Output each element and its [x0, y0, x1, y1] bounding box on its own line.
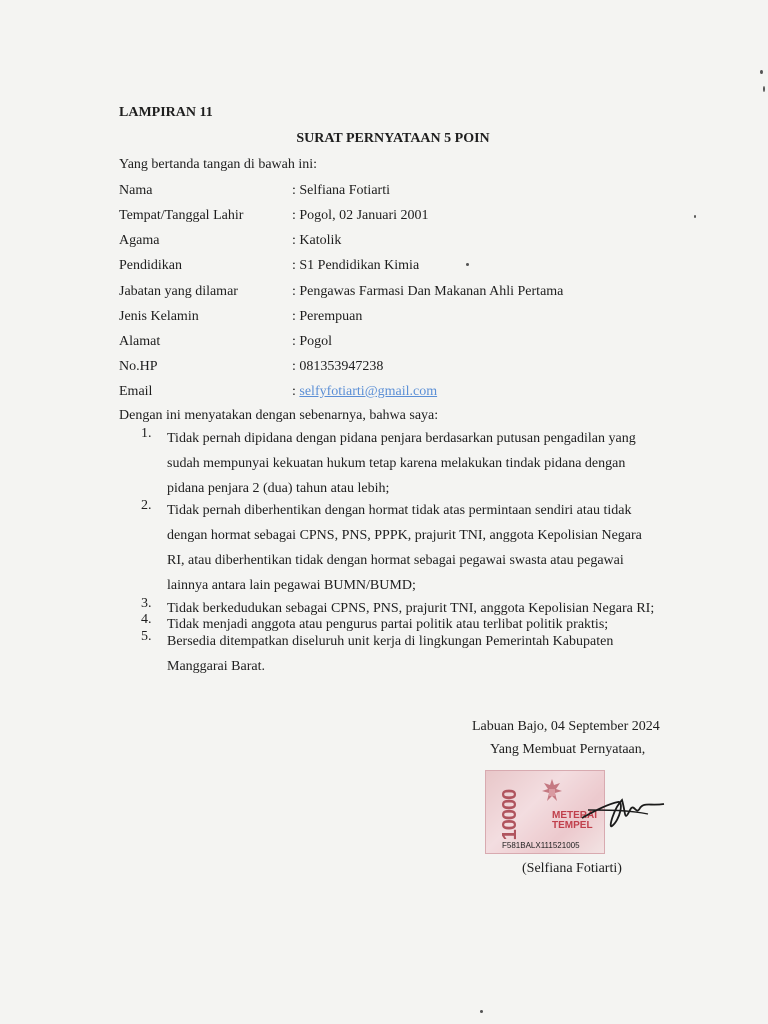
item-line: lainnya antara lain pegawai BUMN/BUMD; [167, 578, 416, 593]
field-tempat-tanggal-lahir [119, 208, 679, 228]
field-value: : Pogol, 02 Januari 2001 [292, 208, 429, 223]
field-no-hp [119, 359, 679, 379]
item-line: Tidak berkedudukan sebagai CPNS, PNS, prajurit TNI, anggota Kepolisian Negara RI; [167, 601, 655, 616]
item-line: Bersedia ditempatkan diseluruh unit kerja di lingkungan Pemerintah Kabupaten [167, 634, 614, 649]
item-line: Tidak pernah diberhentikan dengan hormat tidak atas permintaan sendiri atau tidak [167, 503, 632, 518]
item-number: 5. [141, 629, 152, 644]
paper-speck [763, 86, 765, 92]
field-label: Jenis Kelamin [119, 309, 199, 324]
email-link[interactable]: selfyfotiarti@gmail.com [299, 384, 438, 399]
item-line: dengan hormat sebagai CPNS, PNS, PPPK, prajurit TNI, anggota Kepolisian Negara [167, 528, 642, 543]
stamp-serial: F581BALX111521005 [502, 841, 580, 850]
item-text [167, 498, 671, 598]
stamp-label-line1: METERAI [552, 810, 597, 821]
item-line: Manggarai Barat. [167, 659, 265, 674]
item-line: RI, atau diberhentikan tidak dengan hormat sebagai pegawai swasta atau pegawai [167, 553, 624, 568]
item-number: 4. [141, 612, 152, 627]
item-number: 3. [141, 596, 152, 611]
field-value [292, 384, 437, 400]
email-prefix: : [292, 384, 300, 399]
item-text [167, 426, 671, 501]
field-label: Alamat [119, 334, 161, 349]
stamp-value: 10000 [498, 789, 521, 841]
field-label: Agama [119, 233, 160, 248]
item-line: sudah mempunyai kekuatan hukum tetap karena melakukan tindak pidana dengan [167, 456, 626, 471]
field-value: : Selfiana Fotiarti [292, 183, 390, 198]
field-value: : Pogol [292, 334, 333, 349]
garuda-emblem-icon [538, 777, 566, 807]
field-label: Pendidikan [119, 258, 182, 273]
item-line: pidana penjara 2 (dua) tahun atau lebih; [167, 481, 390, 496]
field-alamat [119, 334, 679, 354]
field-label: Nama [119, 183, 153, 198]
lampiran-heading: LAMPIRAN 11 [119, 105, 213, 120]
item-text [167, 629, 671, 679]
field-jabatan [119, 284, 679, 304]
field-agama [119, 233, 679, 253]
field-label: No.HP [119, 359, 158, 374]
item-number: 2. [141, 498, 152, 513]
field-email [119, 384, 679, 404]
stamp-label-line2: TEMPEL [552, 820, 593, 831]
paper-speck [694, 215, 696, 218]
field-value: : Perempuan [292, 309, 363, 324]
handwritten-signature [578, 780, 668, 850]
item-line: Tidak pernah dipidana dengan pidana penjara berdasarkan putusan pengadilan yang [167, 431, 636, 446]
signature-place-date: Labuan Bajo, 04 September 2024 [472, 719, 660, 734]
field-label: Email [119, 384, 153, 399]
field-pendidikan [119, 258, 679, 278]
paper-speck [466, 263, 469, 266]
item-line: Tidak menjadi anggota atau pengurus partai politik atau terlibat politik praktis; [167, 617, 609, 632]
field-label: Tempat/Tanggal Lahir [119, 208, 244, 223]
field-value: : S1 Pendidikan Kimia [292, 258, 420, 273]
field-nama [119, 183, 679, 203]
paper-speck [760, 70, 763, 74]
document-title: SURAT PERNYATAAN 5 POIN [296, 131, 490, 146]
signature-maker: Yang Membuat Pernyataan, [490, 742, 646, 757]
signature-name: (Selfiana Fotiarti) [522, 861, 622, 876]
item-number: 1. [141, 426, 152, 441]
paper-speck [480, 1010, 483, 1013]
field-value: : 081353947238 [292, 359, 384, 374]
field-jenis-kelamin [119, 309, 679, 329]
field-value: : Pengawas Farmasi Dan Makanan Ahli Pertama [292, 284, 564, 299]
statement-text: Dengan ini menyatakan dengan sebenarnya, bahwa saya: [119, 408, 439, 423]
intro-text: Yang bertanda tangan di bawah ini: [119, 157, 318, 172]
field-label: Jabatan yang dilamar [119, 284, 238, 299]
field-value: : Katolik [292, 233, 342, 248]
